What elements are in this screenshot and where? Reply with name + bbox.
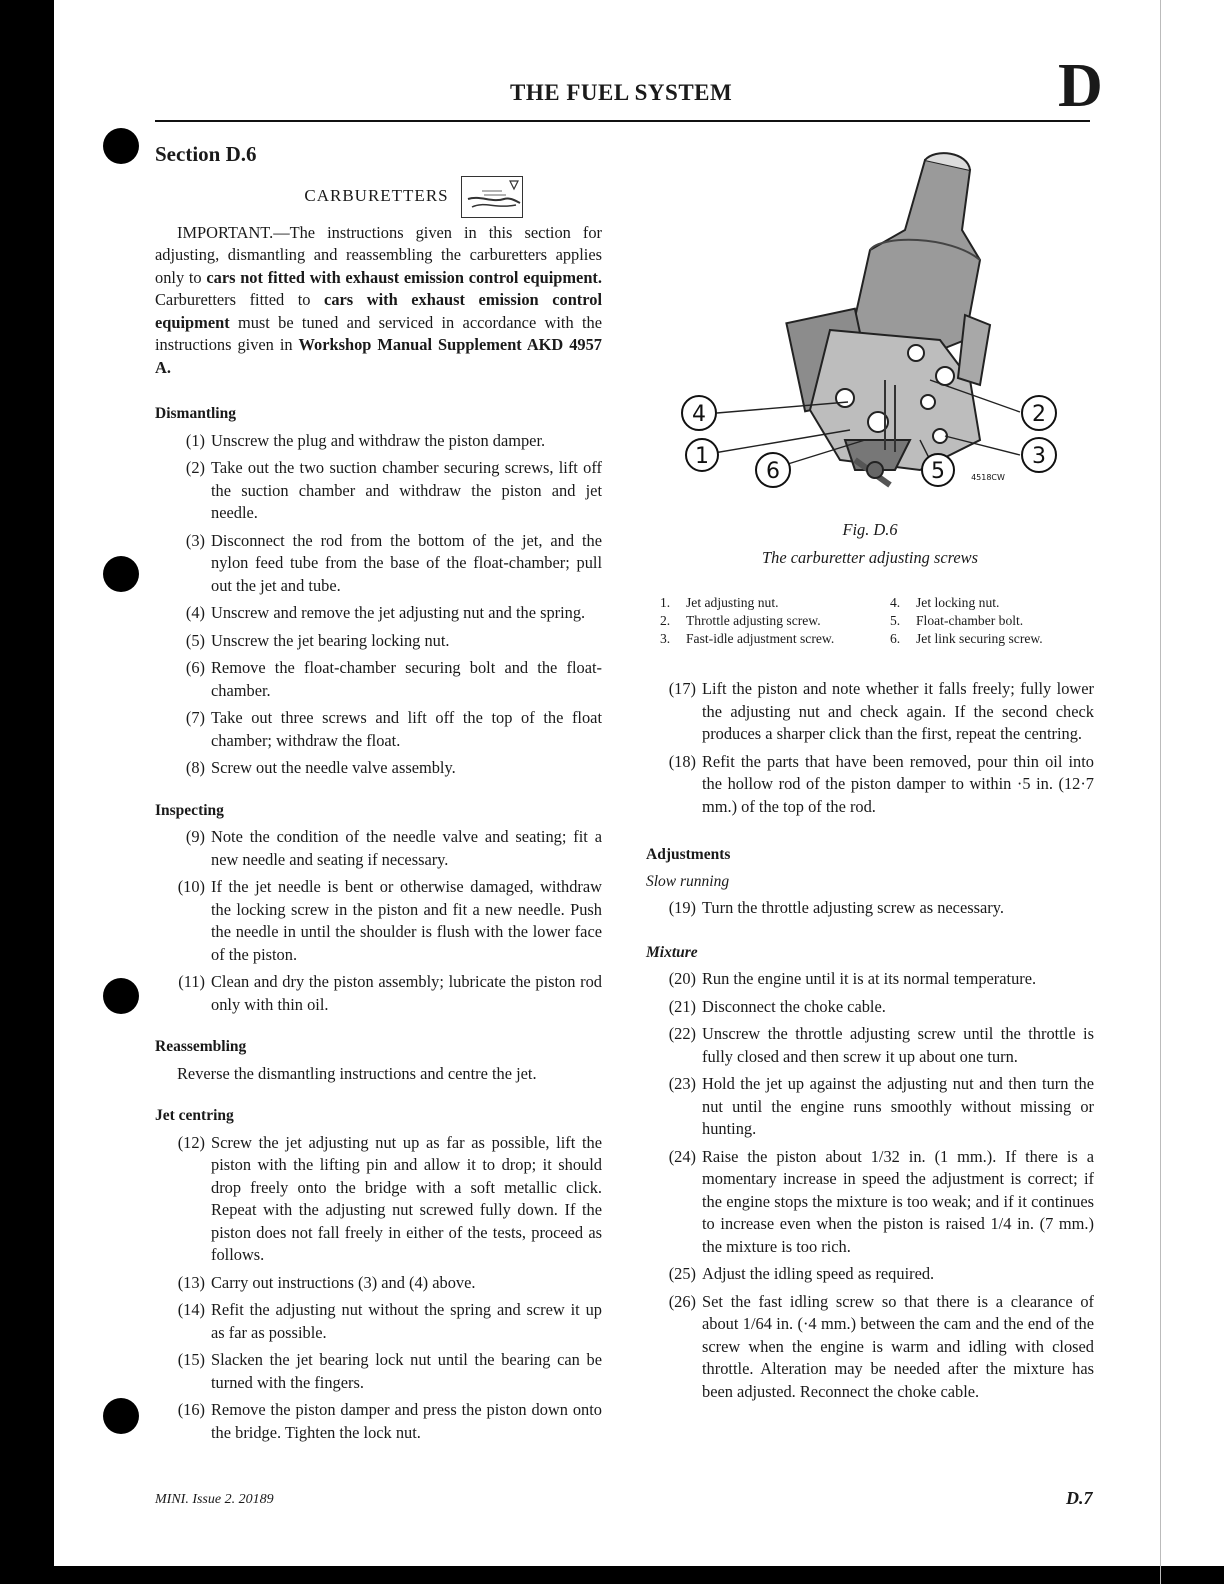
workshop-symbol-icon [461,176,523,218]
callout-label: 2 [1032,402,1046,427]
binder-hole [103,978,139,1014]
list-item: (15) Slacken the jet bearing lock nut until the bearing can be turned with the fingers. [177,1350,602,1392]
subtitle-row [225,176,602,218]
list-item: (2) Take out the two suction chamber securing screws, lift off the suction chamber and withdraw the piston and jet needle. [185,458,602,522]
binder-hole [103,1398,139,1434]
figure-legend [660,594,1090,648]
list-item: (3) Disconnect the rod from the bottom of the jet, and the nylon feed tube from the base of the float-chamber; pull out the jet and tube. [185,530,602,595]
subtitle: CARBURETTERS [304,186,449,206]
legend-row: 2. Throttle adjusting screw. 5. Float-chamber bolt. [660,613,1024,628]
scan-edge-bottom [0,1566,1224,1584]
right-column [646,678,1094,1408]
heading-reassembling: Reassembling [155,1038,247,1055]
list-item: (22) Unscrew the throttle adjusting screw until the throttle is fully closed and then screw it up about one turn. [668,1024,1094,1066]
callout-label: 1 [695,444,709,469]
reassembling-text: Reverse the dismantling instructions and centre the jet. [177,1063,537,1083]
list-item: (7) Take out three screws and lift off the top of the float chamber; withdraw the float. [185,708,602,750]
left-column [155,143,602,1449]
legend-row: 1. Jet adjusting nut. 4. Jet locking nut. [660,595,1000,610]
heading-inspecting: Inspecting [155,801,224,819]
figure-code: 4518CW [971,473,1005,482]
list-item: (10) If the jet needle is bent or otherwise damaged, withdraw the locking screw in the piston and fit a new needle. Push the needle in until the shoulder is flush with the lower face of the piston. [177,877,602,964]
section-letter: D [1058,52,1103,120]
callout-label: 3 [1032,444,1046,469]
list-item: (14) Refit the adjusting nut without the spring and screw it up as far as possible. [177,1300,602,1342]
list-item: (1) Unscrew the plug and withdraw the piston damper. [185,430,546,450]
list-item: (4) Unscrew and remove the jet adjusting nut and the spring. [185,603,586,622]
header-rule [155,120,1090,122]
carburetter-figure [680,140,1065,500]
list-item: (8) Screw out the needle valve assembly. [185,758,456,777]
heading-mixture: Mixture [646,943,698,961]
legend-row: 3. Fast-idle adjustment screw. 6. Jet link securing screw. [660,631,1043,646]
list-item: (23) Hold the jet up against the adjusting nut and then turn the nut until the engine runs smoothly without missing or hunting. [668,1074,1094,1138]
page-header-title: THE FUEL SYSTEM [510,80,733,105]
figure-caption-text: The carburetter adjusting screws [762,548,978,567]
list-item: (12) Screw the jet adjusting nut up as far as possible, lift the piston with the lifting pin and allow it to drop; it should drop freely onto the bridge with a soft metallic click. Repeat with the adjusting nut screwed fully down. If the piston does not fall freely in either of the tests, proceed as follows. [177,1132,602,1264]
callout-label: 4 [692,402,706,427]
heading-adjustments: Adjustments [646,846,731,863]
list-item: (16) Remove the piston damper and press the piston down onto the bridge. Tighten the lock nut. [177,1400,602,1442]
list-item: (9) Note the condition of the needle valve and seating; fit a new needle and seating if necessary. [185,827,602,869]
list-item: (6) Remove the float-chamber securing bolt and the float-chamber. [185,658,602,700]
callout-label: 5 [931,459,945,484]
heading-jet-centring: Jet centring [155,1107,234,1124]
carburetter-illustration [680,140,1065,500]
binder-hole [103,556,139,592]
scan-edge-right [1160,0,1161,1584]
scan-edge-left [0,0,54,1584]
figure-caption-title: Fig. D.6 [842,520,898,539]
list-item: (26) Set the fast idling screw so that there is a clearance of about 1/64 in. (·4 mm.) between the cam and the end of the screw when the engine is warm and idling with closed throttle. Alteration may be needed after the mixture has been adjusted. Reconnect the choke cable. [668,1291,1094,1401]
heading-dismantling: Dismantling [155,405,236,422]
list-item: (5) Unscrew the jet bearing locking nut. [185,630,450,650]
section-title: Section D.6 [155,142,257,166]
list-item: (21) Disconnect the choke cable. [668,996,886,1016]
callout-label: 6 [766,459,780,484]
footer-issue: MINI. Issue 2. 20189 [155,1492,274,1507]
list-item: (11) Clean and dry the piston assembly; lubricate the piston rod only with thin oil. [178,972,602,1014]
list-item: (18) Refit the parts that have been removed, pour thin oil into the hollow rod of the piston damper to within ·5 in. (12·7 mm.) of the top of the rod. [668,751,1094,816]
list-item: (13) Carry out instructions (3) and (4) above. [177,1272,476,1292]
list-item: (24) Raise the piston about 1/32 in. (1 mm.). If there is a momentary increase in speed the adjustment is correct; if the engine stops the mixture is too weak; and if it continues to increase even when the piston is raised 1/4 in. (7 mm.) the mixture is too rich. [668,1146,1094,1256]
list-item: (17) Lift the piston and note whether it falls freely; fully lower the adjusting nut and check again. If the second check produces a sharper click than the first, repeat the centring. [668,679,1094,743]
heading-slow-running: Slow running [646,872,730,890]
figure-caption [700,516,1040,572]
list-item: (20) Run the engine until it is at its normal temperature. [668,969,1037,988]
binder-hole [103,128,139,164]
list-item: (25) Adjust the idling speed as required. [668,1264,935,1283]
important-note: IMPORTANT.—The instructions given in this section for adjusting, dismantling and reassembling the carburetters applies only to cars not fitted with exhaust emission control equipment. Carburetters fitted to cars with exhaust emission control equipment must be tuned and serviced in accordance with the instructions given in Workshop Manual Supplement AKD 4957 A. [155,222,602,377]
list-item: (19) Turn the throttle adjusting screw as necessary. [668,898,1004,917]
page-number: D.7 [1066,1488,1093,1508]
